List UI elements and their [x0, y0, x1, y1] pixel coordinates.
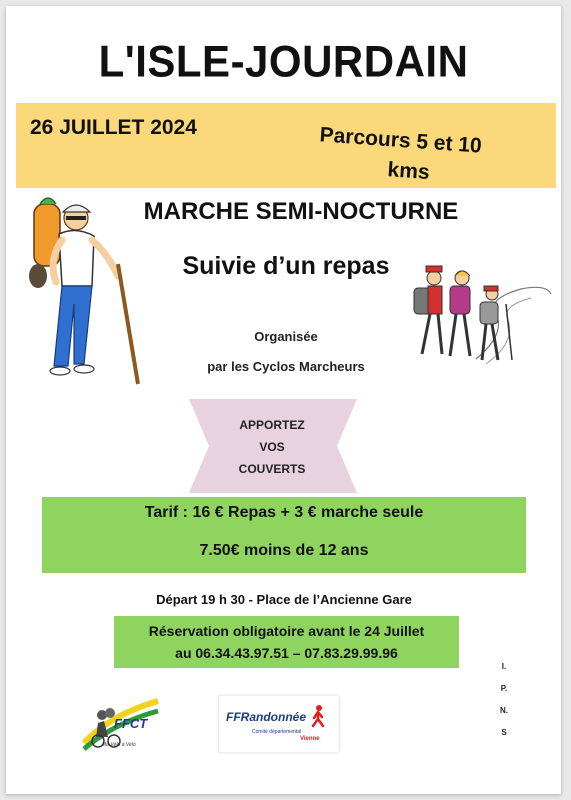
ffr-sub1: Comité départemental [252, 729, 302, 735]
poster-title: L'ISLE-JOURDAIN [98, 36, 469, 87]
ffr-label: FFRandonnée [226, 710, 306, 724]
ipns-letter: I. [501, 662, 507, 671]
event-headline: MARCHE SEMI-NOCTURNE [143, 198, 459, 225]
depart-text: Départ 19 h 30 - Place de l’Ancienne Gare [156, 592, 412, 607]
poster-page [6, 6, 561, 794]
ipns-letter: P. [500, 684, 508, 693]
event-subheadline: Suivie d’un repas [182, 252, 390, 280]
ipns-letter: N. [500, 706, 508, 715]
tarif-line1: Tarif : 16 € Repas + 3 € marche seule [144, 504, 424, 521]
ribbon-line1: APPORTEZ [239, 418, 305, 432]
ribbon-text [220, 414, 324, 480]
walker-icon [308, 704, 328, 728]
organiser-line1: Organisée [254, 329, 318, 344]
reservation-line2: au 06.34.43.97.51 – 07.83.29.99.96 [175, 645, 398, 661]
parcours-line1: Parcours 5 et 10 [318, 123, 483, 158]
walkers-illustration [386, 264, 556, 372]
organiser-text [186, 322, 386, 382]
parcours-line2: kms [386, 158, 431, 185]
reservation-line1: Réservation obligatoire avant le 24 Juillet [148, 623, 425, 639]
ribbon-line2: VOS [259, 440, 285, 454]
ffct-sub: Ma Vélo à Velo [102, 742, 136, 748]
ribbon-line3: COUVERTS [238, 462, 306, 476]
organiser-line2: par les Cyclos Marcheurs [207, 359, 365, 374]
ffct-label: FFCT [114, 716, 148, 731]
ipns-mark [498, 656, 510, 744]
tarif-line2: 7.50€ moins de 12 ans [199, 542, 369, 559]
ipns-letter: S [501, 728, 507, 737]
ffr-sub2: Vienne [300, 736, 320, 742]
event-date: 26 JUILLET 2024 [30, 116, 197, 139]
reservation-text [114, 620, 459, 664]
